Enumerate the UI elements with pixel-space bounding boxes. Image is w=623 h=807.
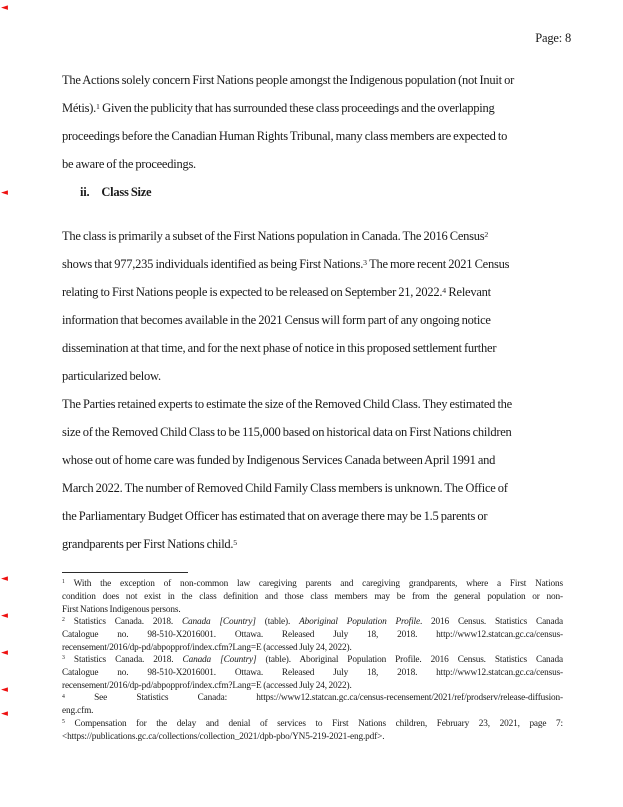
footnote-line: [62, 680, 563, 692]
text-segment: With the exception of non-common law caregiving parents and caregiving grandparents, where a First Nations: [64, 579, 563, 589]
text-line: [62, 250, 563, 278]
text-segment: the Parliamentary Budget Officer has estimated that on average there may be 1.5 parents or: [62, 509, 488, 523]
footnote-line: [62, 667, 563, 679]
heading-label: Class Size: [101, 185, 152, 199]
change-mark-icon: ◄: [1, 648, 8, 658]
text-segment: size of the Removed Child Class to be 115,000 based on historical data on First Nations children: [62, 425, 512, 439]
change-mark-icon: ◄: [1, 611, 8, 621]
footnote-ref: 3: [62, 655, 65, 662]
change-mark-icon: ◄: [1, 3, 8, 13]
text-segment: Canada [Country]: [181, 617, 256, 628]
text-line: [62, 502, 563, 530]
text-segment: The more recent 2021 Census: [367, 257, 510, 271]
change-mark-icon: ◄: [1, 574, 8, 584]
change-mark-icon: ◄: [1, 709, 8, 719]
footnote-ref: 2: [62, 617, 65, 624]
footnote-line: [62, 718, 563, 731]
document-body: [62, 66, 563, 558]
text-segment: particularized below.: [62, 369, 161, 383]
text-segment: First Nations Indigenous persons.: [62, 604, 181, 615]
text-segment: whose out of home care was funded by Indigenous Services Canada between April 1991 and: [62, 453, 496, 467]
text-line: [62, 222, 563, 250]
text-segment: relating to First Nations people is expected to be released on September 21, 2022.: [62, 285, 443, 299]
footnote-line: [62, 578, 563, 591]
text-segment: condition does not exist in the class definition and those class members may be from the general population or non-: [62, 592, 563, 603]
change-mark-icon: ◄: [1, 685, 8, 695]
change-marks-layer: [0, 0, 20, 807]
footnote-ref: 1: [96, 101, 100, 111]
text-line: [62, 66, 563, 94]
text-line: [62, 446, 563, 474]
footnote-line: [62, 591, 563, 603]
paragraph: [62, 390, 563, 558]
text-segment: The Parties retained experts to estimate the size of the Removed Child Class. They estimated the: [62, 397, 512, 411]
footnote-line: [62, 616, 563, 629]
footnotes-section: [62, 578, 563, 743]
text-segment: Statistics Canada. 2018.: [64, 655, 183, 666]
text-segment: Métis).: [62, 101, 97, 115]
footnote-line: [62, 731, 563, 743]
text-segment: eng.cfm.: [62, 706, 94, 717]
text-segment: be aware of the proceedings.: [62, 157, 196, 171]
text-segment: <https://publications.gc.ca/collections/collection_2021/dpb-pbo/YN5-219-2021-eng.pdf>.: [62, 732, 385, 743]
footnote-ref: 1: [62, 579, 65, 586]
text-line: [62, 150, 563, 178]
text-segment: shows that 977,235 individuals identified as being First Nations.: [62, 257, 364, 271]
text-line: [62, 306, 563, 334]
text-segment: Compensation for the delay and denial of services to First Nations children, February 23, 2021, page 7:: [64, 718, 563, 729]
page-number: Page: 8: [535, 31, 571, 45]
text-segment: recensement/2016/dp-pd/abpopprof/index.cfm?Lang=E (accessed July 24, 2022).: [62, 642, 352, 653]
footnote-line: [62, 642, 563, 654]
text-segment: Canada [Country]: [182, 655, 257, 666]
text-segment: The class is primarily a subset of the First Nations population in Canada. The 2016 Census: [62, 229, 485, 243]
footnote-ref: 4: [62, 693, 65, 700]
section-heading: [62, 178, 563, 206]
text-segment: dissemination at that time, and for the next phase of notice in this proposed settlement further: [62, 341, 497, 355]
footnote-ref: 5: [62, 719, 65, 726]
text-segment: Catalogue no. 98-510-X2016001. Ottawa. Released July 18, 2018. http://www12.statcan.gc.ca/census-: [62, 630, 563, 641]
text-segment: See Statistics Canada: https://www12.statcan.gc.ca/census-recensement/2021/ref/prodserv/release-diffusion-: [64, 693, 563, 704]
text-line: [62, 122, 563, 150]
text-segment: Relevant: [446, 285, 491, 299]
footnote-line: [62, 692, 563, 705]
footnote-line: [62, 604, 563, 616]
text-line: [62, 390, 563, 418]
text-segment: Statistics Canada. 2018.: [64, 617, 182, 628]
paragraph: [62, 66, 563, 178]
text-segment: The Actions solely concern First Nations people amongst the Indigenous population (not Inuit or: [62, 73, 515, 87]
text-segment: (table). Aboriginal Population Profile. 2016 Census. Statistics Canada: [256, 655, 563, 666]
footnote-line: [62, 705, 563, 717]
text-segment: recensement/2016/dp-pd/abpopprof/index.cfm?Lang=E (accessed July 24, 2022).: [62, 680, 352, 691]
text-segment: March 2022. The number of Removed Child Family Class members is unknown. The Office of: [62, 481, 508, 495]
text-line: [62, 530, 563, 558]
text-segment: . 2016 Census. Statistics Canada: [419, 617, 564, 628]
text-segment: Catalogue no. 98-510-X2016001. Ottawa. Released July 18, 2018. http://www12.statcan.gc.ca/census-: [62, 668, 563, 679]
text-segment: (table).: [255, 617, 300, 628]
footnote-line: [62, 629, 563, 641]
text-line: [62, 362, 563, 390]
footnote-ref: 5: [233, 537, 238, 547]
text-segment: proceedings before the Canadian Human Rights Tribunal, many class members are expected to: [62, 129, 508, 143]
text-segment: Aboriginal Population Profile: [299, 617, 420, 628]
paragraph: [62, 222, 563, 390]
footnote-separator: [62, 572, 188, 573]
footnote-line: [62, 654, 563, 667]
text-line: [62, 418, 563, 446]
text-line: [62, 474, 563, 502]
text-line: [62, 334, 563, 362]
footnote-ref: 4: [442, 285, 447, 295]
text-segment: Given the publicity that has surrounded these class proceedings and the overlapping: [99, 101, 495, 115]
change-mark-icon: ◄: [1, 188, 8, 198]
text-segment: grandparents per First Nations child.: [62, 537, 234, 551]
text-line: [62, 278, 563, 306]
text-line: [62, 94, 563, 122]
footnote-ref: 3: [363, 257, 368, 267]
footnote-ref: 2: [484, 229, 489, 239]
text-segment: information that becomes available in the 2021 Census will form part of any ongoing notice: [62, 313, 491, 327]
heading-number: ii.: [80, 185, 90, 199]
